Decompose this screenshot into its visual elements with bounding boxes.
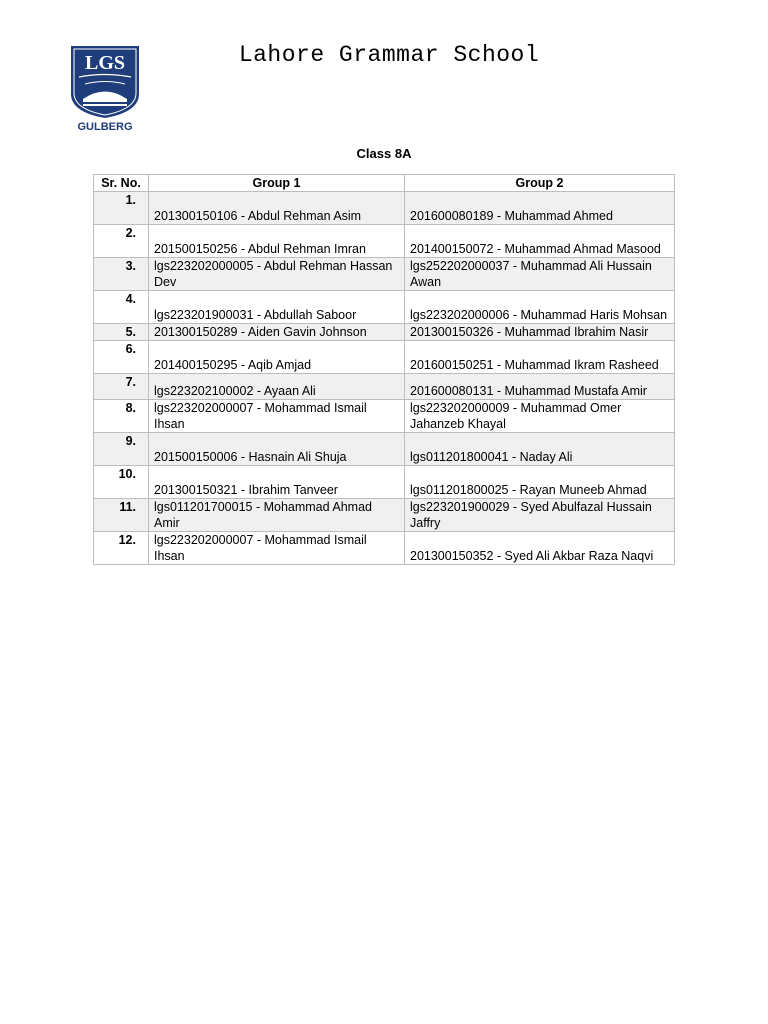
group2-student: 201600080189 - Muhammad Ahmed — [405, 192, 675, 225]
sr-number: 8. — [94, 400, 149, 433]
table-row — [94, 433, 675, 466]
sr-number: 2. — [94, 225, 149, 258]
sr-number: 6. — [94, 341, 149, 374]
column-header-group2: Group 2 — [405, 175, 675, 192]
logo-campus-label: GULBERG — [77, 121, 133, 132]
sr-number: 7. — [94, 374, 149, 400]
school-name: Lahore Grammar School — [238, 42, 540, 68]
group2-student: lgs223202000009 - Muhammad Omer Jahanzeb Khayal — [405, 400, 675, 433]
sr-number: 12. — [94, 532, 149, 565]
table-row — [94, 532, 675, 565]
group2-student: lgs252202000037 - Muhammad Ali Hussain Awan — [405, 258, 675, 291]
group1-student: lgs223202000007 - Mohammad Ismail Ihsan — [149, 400, 405, 433]
sr-number: 11. — [94, 499, 149, 532]
group2-student: 201300150352 - Syed Ali Akbar Raza Naqvi — [405, 532, 675, 565]
table-row — [94, 341, 675, 374]
group1-student: lgs011201700015 - Mohammad Ahmad Amir — [149, 499, 405, 532]
group1-student: 201400150295 - Aqib Amjad — [149, 341, 405, 374]
group2-student: lgs223202000006 - Muhammad Haris Mohsan — [405, 291, 675, 324]
sr-number: 1. — [94, 192, 149, 225]
table-header-row — [94, 175, 675, 192]
group1-student: lgs223202100002 - Ayaan Ali — [149, 374, 405, 400]
logo-monogram: LGS — [84, 52, 126, 74]
group2-student: 201600150251 - Muhammad Ikram Rasheed — [405, 341, 675, 374]
table-row — [94, 291, 675, 324]
class-title: Class 8A — [356, 146, 412, 161]
group1-student: 201300150106 - Abdul Rehman Asim — [149, 192, 405, 225]
group1-student: 201300150321 - Ibrahim Tanveer — [149, 466, 405, 499]
group1-student: lgs223201900031 - Abdullah Saboor — [149, 291, 405, 324]
group2-student: 201600080131 - Muhammad Mustafa Amir — [405, 374, 675, 400]
group1-student: 201500150256 - Abdul Rehman Imran — [149, 225, 405, 258]
column-header-group1: Group 1 — [149, 175, 405, 192]
table-row — [94, 225, 675, 258]
group2-student: lgs011201800025 - Rayan Muneeb Ahmad — [405, 466, 675, 499]
column-header-sr: Sr. No. — [94, 175, 149, 192]
table-row — [94, 324, 675, 341]
table-row — [94, 374, 675, 400]
sr-number: 3. — [94, 258, 149, 291]
table-row — [94, 400, 675, 433]
table-row — [94, 499, 675, 532]
group2-student: lgs011201800041 - Naday Ali — [405, 433, 675, 466]
sr-number: 9. — [94, 433, 149, 466]
group2-student: 201300150326 - Muhammad Ibrahim Nasir — [405, 324, 675, 341]
table-row — [94, 192, 675, 225]
table-row — [94, 258, 675, 291]
group-table — [93, 174, 675, 565]
group1-student: 201300150289 - Aiden Gavin Johnson — [149, 324, 405, 341]
group2-student: lgs223201900029 - Syed Abulfazal Hussain Jaffry — [405, 499, 675, 532]
group2-student: 201400150072 - Muhammad Ahmad Masood — [405, 225, 675, 258]
sr-number: 5. — [94, 324, 149, 341]
table-row — [94, 466, 675, 499]
group1-student: lgs223202000005 - Abdul Rehman Hassan Dev — [149, 258, 405, 291]
sr-number: 4. — [94, 291, 149, 324]
group1-student: lgs223202000007 - Mohammad Ismail Ihsan — [149, 532, 405, 565]
sr-number: 10. — [94, 466, 149, 499]
group1-student: 201500150006 - Hasnain Ali Shuja — [149, 433, 405, 466]
